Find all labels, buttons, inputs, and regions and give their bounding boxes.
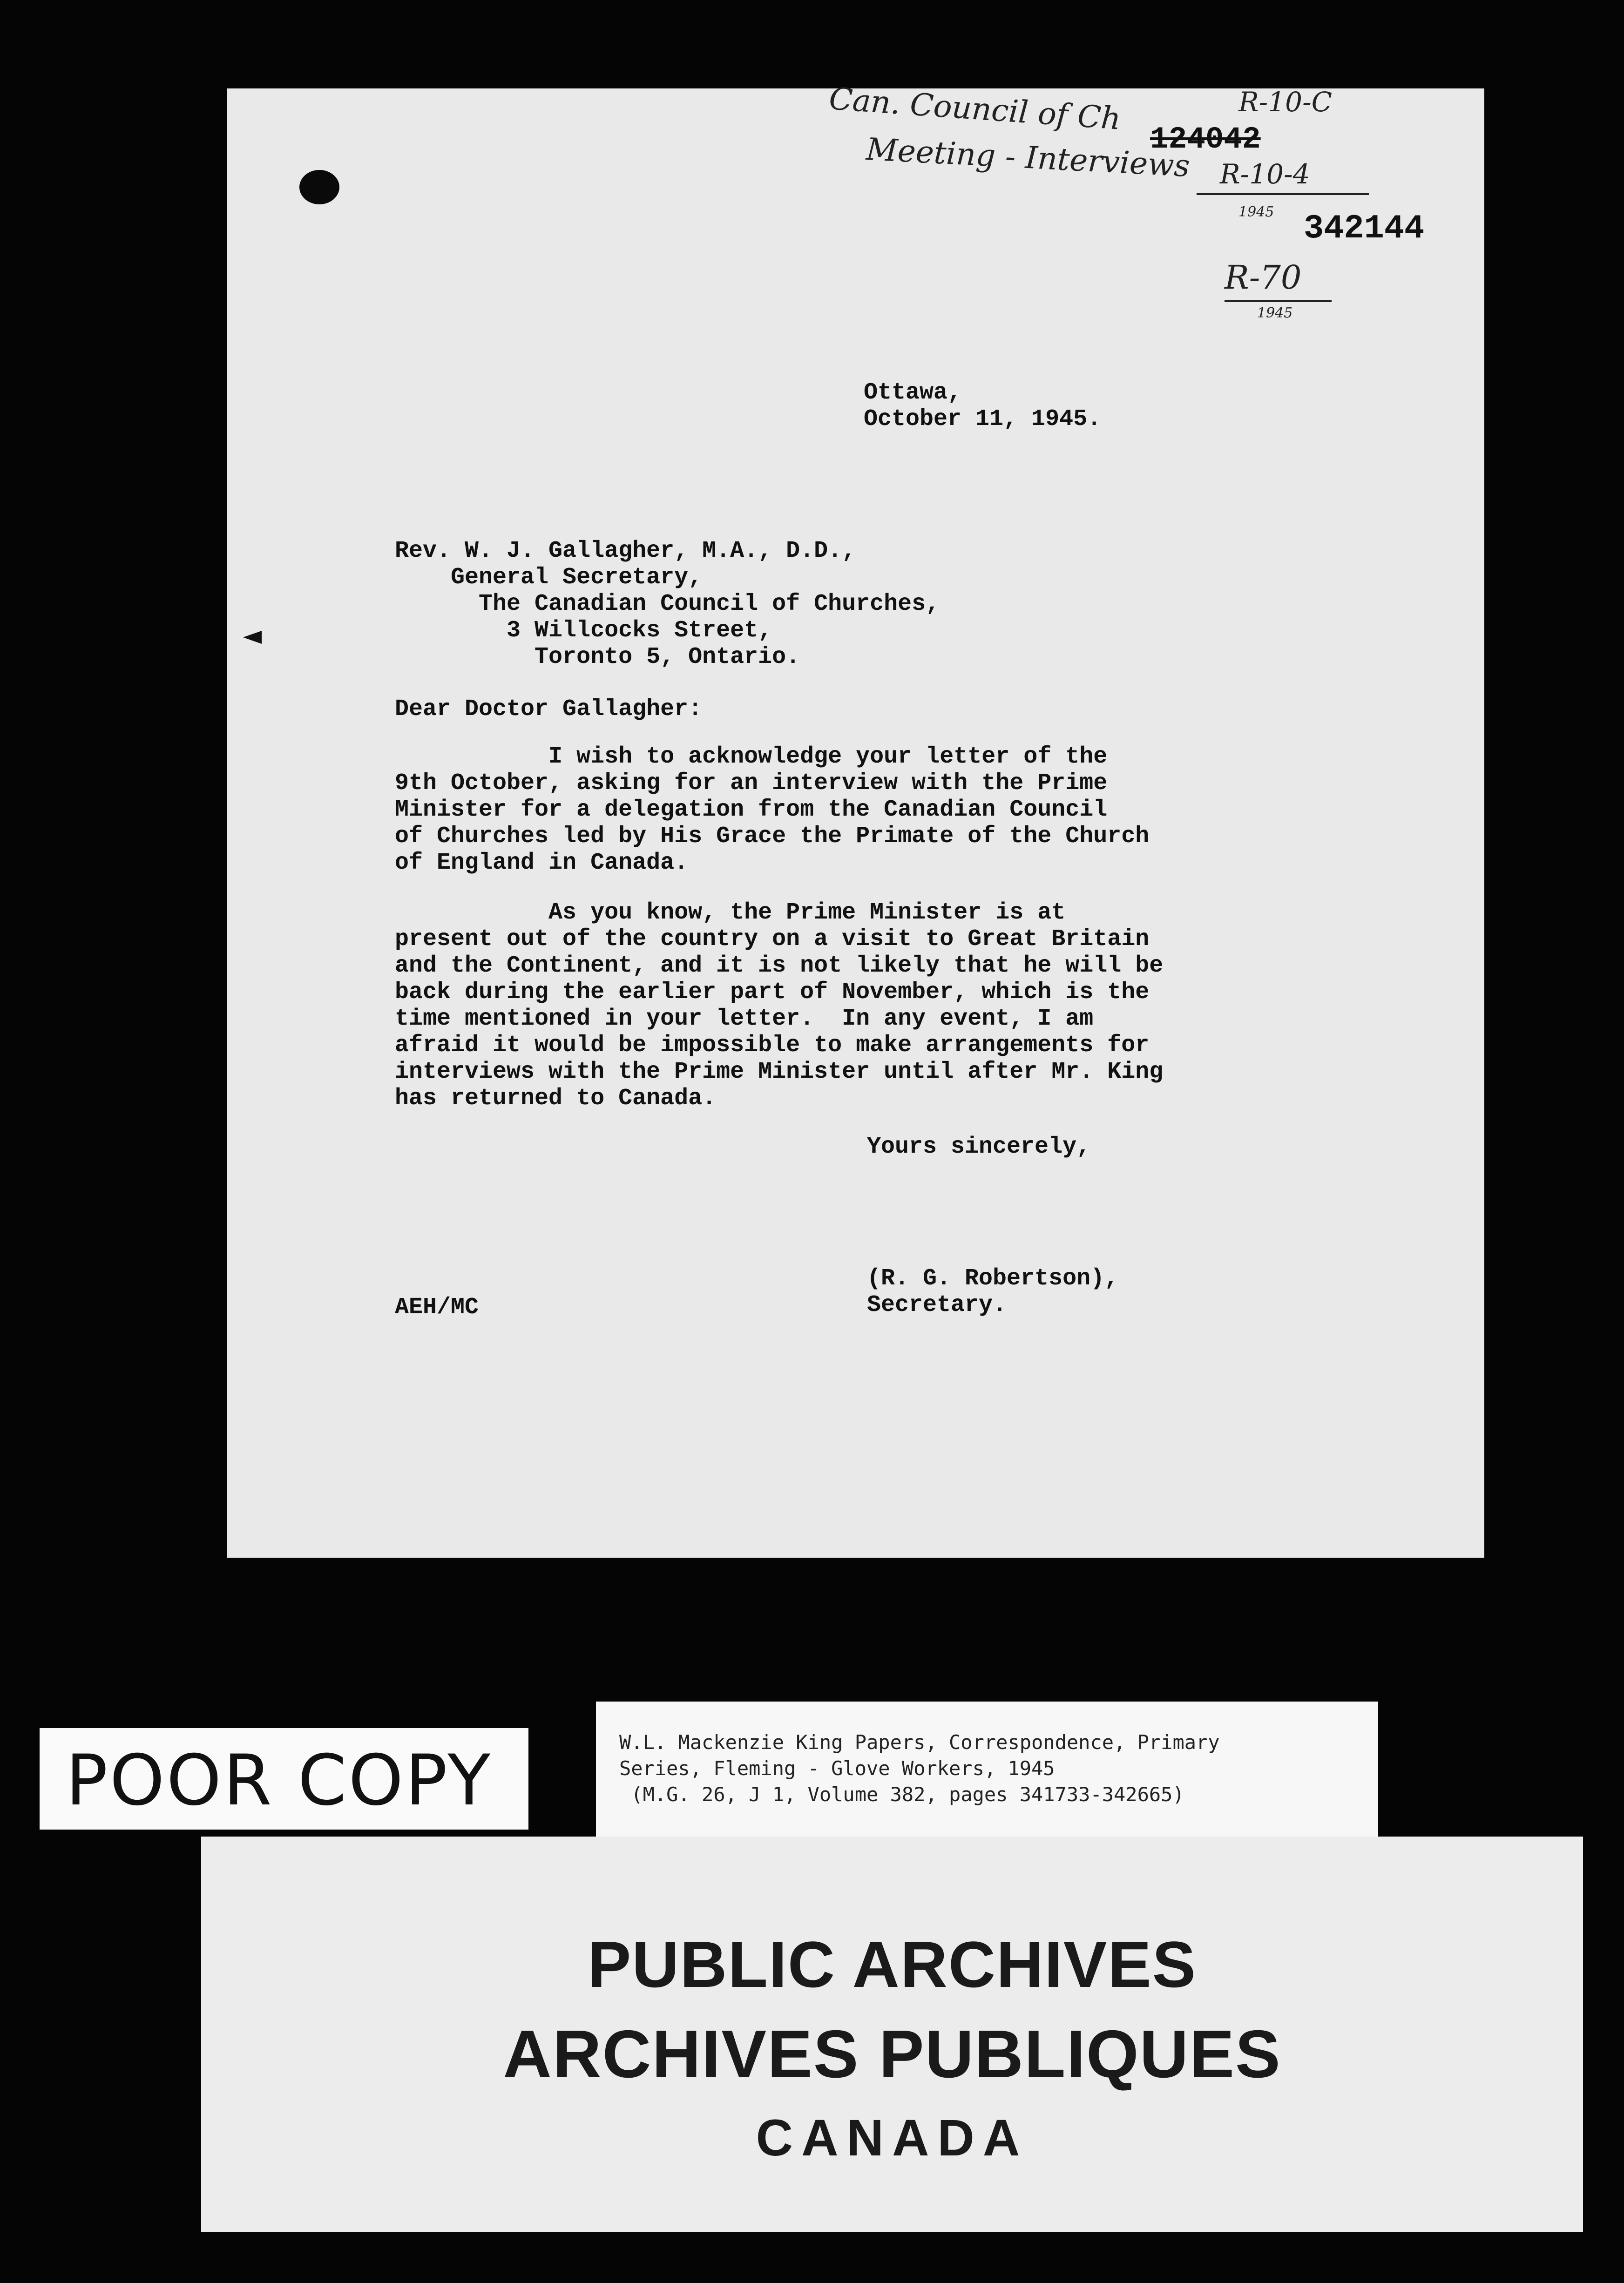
paragraph-line: back during the earlier part of November, which is the — [395, 979, 1150, 1006]
paragraph-line: has returned to Canada. — [395, 1085, 717, 1112]
address-line: General Secretary, — [395, 564, 703, 591]
paragraph-line: present out of the country on a visit to Great Britain — [395, 926, 1150, 952]
address-line: The Canadian Council of Churches, — [395, 591, 940, 617]
filing-year-b: 1945 — [1257, 305, 1293, 321]
salutation: Dear Doctor Gallagher: — [395, 696, 703, 723]
paragraph-line: Minister for a delegation from the Canadian Council — [395, 797, 1108, 823]
banner-line-english: PUBLIC ARCHIVES — [587, 1928, 1197, 2001]
r70-underline — [1225, 300, 1332, 302]
address-line: 3 Willcocks Street, — [395, 617, 772, 644]
paragraph-line: of England in Canada. — [395, 850, 689, 876]
punch-hole — [299, 170, 339, 204]
address-line: Toronto 5, Ontario. — [395, 644, 800, 670]
letter-place: Ottawa, — [864, 379, 962, 406]
filing-underline — [1197, 193, 1369, 195]
paragraph-line: 9th October, asking for an interview with the Prime — [395, 770, 1108, 797]
paragraph-line: time mentioned in your letter. In any event, I am — [395, 1006, 1094, 1032]
paragraph-line: As you know, the Prime Minister is at — [395, 899, 1066, 926]
paragraph-line: and the Continent, and it is not likely that he will be — [395, 952, 1164, 979]
typist-initials: AEH/MC — [395, 1294, 479, 1321]
citation-line: Series, Fleming - Glove Workers, 1945 — [619, 1757, 1055, 1780]
banner-line-country: CANADA — [756, 2109, 1029, 2167]
filing-code-top: R-10-C — [1238, 86, 1333, 118]
citation-line: W.L. Mackenzie King Papers, Correspondence, Primary — [619, 1731, 1220, 1754]
filing-code-r70: R-70 — [1225, 258, 1302, 297]
filing-code-mid: R-10-4 — [1220, 158, 1310, 190]
margin-arrow-mark — [243, 631, 262, 644]
paragraph-line: I wish to acknowledge your letter of the — [395, 743, 1108, 770]
poor-copy-label: POOR COPY — [66, 1740, 493, 1821]
signatory-name: (R. G. Robertson), — [867, 1265, 1119, 1292]
struck-old-number: 124042 — [1150, 122, 1261, 157]
citation-line: (M.G. 26, J 1, Volume 382, pages 341733-342665) — [619, 1783, 1184, 1806]
paragraph-line: interviews with the Prime Minister until after Mr. King — [395, 1059, 1164, 1085]
address-line: Rev. W. J. Gallagher, M.A., D.D., — [395, 538, 856, 564]
closing: Yours sincerely, — [867, 1134, 1091, 1160]
citation-text — [619, 1729, 1220, 1808]
citation-slip — [596, 1702, 1378, 1837]
letter-date: October 11, 1945. — [864, 406, 1102, 432]
banner-line-french: ARCHIVES PUBLIQUES — [503, 2016, 1281, 2092]
signatory-title: Secretary. — [867, 1292, 1007, 1318]
handwritten-note-line1: Can. Council of Ch — [828, 81, 1122, 137]
archives-banner — [201, 1837, 1583, 2232]
poor-copy-stamp — [40, 1728, 528, 1830]
file-number: 342144 — [1304, 209, 1425, 248]
paragraph-line: afraid it would be impossible to make arrangements for — [395, 1032, 1150, 1059]
handwritten-note-line2: Meeting - Interviews — [865, 131, 1191, 184]
paragraph-line: of Churches led by His Grace the Primate of the Church — [395, 823, 1150, 850]
filing-year-a: 1945 — [1238, 204, 1274, 220]
